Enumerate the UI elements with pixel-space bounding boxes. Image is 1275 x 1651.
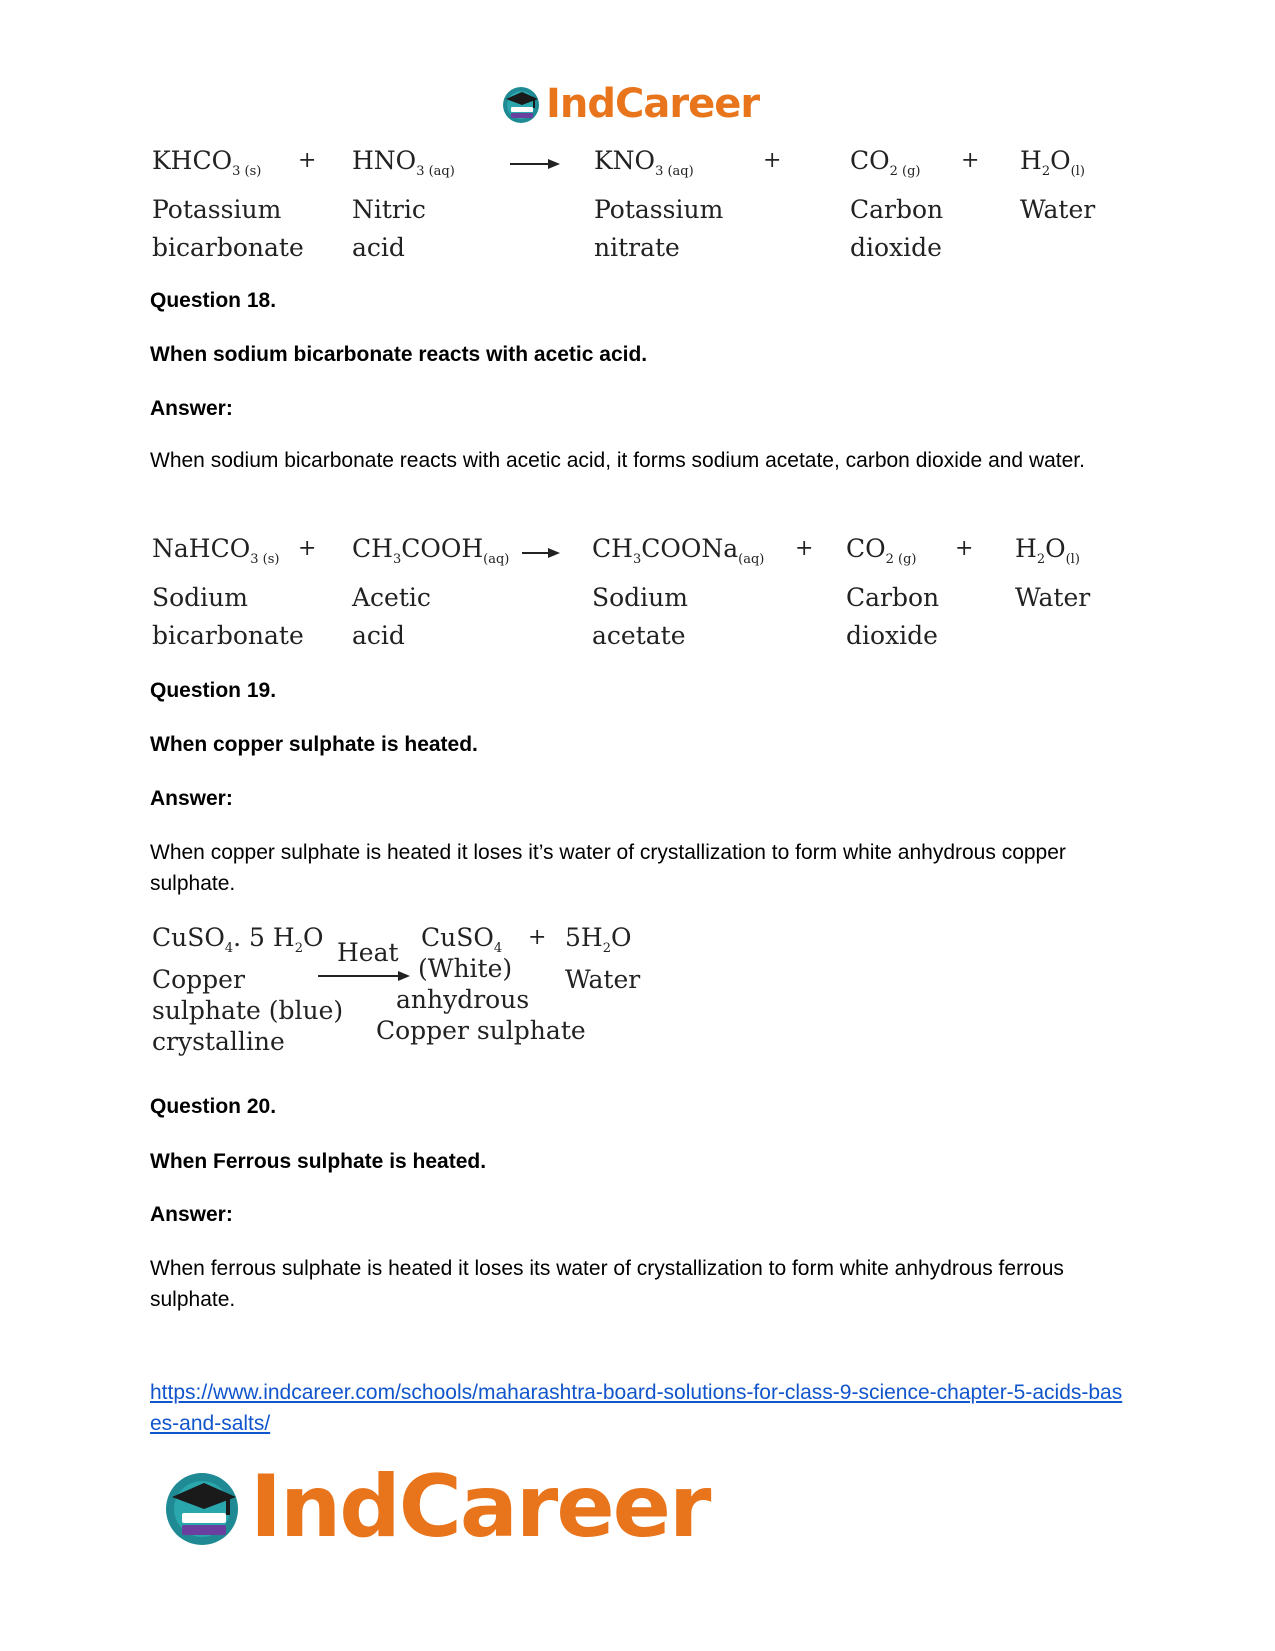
eq1-product3: $H_2O_{(l)}$ Water	[1020, 146, 1096, 224]
answer-19-label: Answer:	[150, 787, 233, 810]
arrow-head-icon	[548, 548, 560, 558]
answer-20-label: Answer:	[150, 1203, 233, 1226]
eq1-product2: $CO_{2 (g)}$ Carbon dioxide	[850, 146, 944, 262]
eq2-reactant2: $CH_3COOH_{(aq)}$ Acetic acid	[352, 534, 510, 650]
reaction-arrow	[510, 163, 550, 165]
plus-sign: +	[961, 148, 980, 173]
brand-name: IndCareer	[546, 81, 760, 127]
reaction-condition-heat: Heat	[337, 938, 399, 967]
eq3-product2: $5H_2O$ Water	[565, 923, 641, 994]
plus-sign: +	[795, 536, 814, 561]
arrow-head-icon	[548, 159, 560, 169]
eq3-reactant: CuSO$_4$. 5 $H_2O$ Copper sulphate (blue) crystalline	[152, 923, 344, 1056]
graduation-cap-book-icon	[500, 83, 542, 125]
brand-name: IndCareer	[250, 1457, 710, 1557]
arrow-head-icon	[398, 971, 410, 981]
header-logo	[500, 80, 759, 128]
source-link[interactable]: https://www.indcareer.com/schools/maharashtra-board-solutions-for-class-9-science-chapter-5-acids-bases-and-salts/	[150, 1381, 1123, 1435]
question-20-text: When Ferrous sulphate is heated.	[150, 1150, 487, 1173]
graduation-cap-book-icon	[160, 1465, 244, 1549]
plus-sign: +	[763, 148, 782, 173]
plus-sign: +	[298, 536, 317, 561]
eq3-product1-name: anhydrous	[396, 985, 530, 1014]
eq1-reactant1: $KHCO_{3 (s)}$ Potassium bicarbonate	[152, 146, 304, 262]
eq2-reactant1: NaHCO$_{3 (s)}$ Sodium bicarbonate	[152, 534, 304, 650]
eq1-reactant2: $HNO_{3 (aq)}$ Nitric acid	[352, 146, 455, 262]
eq2-product1: $CH_3COONa_{(aq)}$ Sodium acetate	[592, 534, 765, 650]
plus-sign: +	[528, 925, 547, 950]
answer-20-text: When ferrous sulphate is heated it loses its water of crystallization to form white anhydrous ferrous sulphate.	[150, 1257, 1064, 1311]
eq2-product3: $H_2O_{(l)}$ Water	[1015, 534, 1091, 612]
question-19-text: When copper sulphate is heated.	[150, 733, 478, 756]
answer-18-label: Answer:	[150, 397, 233, 420]
question-18-heading: Question 18.	[150, 289, 277, 312]
plus-sign: +	[955, 536, 974, 561]
plus-sign: +	[298, 148, 317, 173]
question-19-heading: Question 19.	[150, 679, 277, 702]
eq1-product1: $KNO_{3 (aq)}$ Potassium nitrate	[594, 146, 724, 262]
reaction-arrow	[522, 552, 550, 554]
answer-19-text: When copper sulphate is heated it loses it’s water of crystallization to form white anhydrous copper sulphate.	[150, 841, 1066, 895]
eq3-product1-name: (White)	[418, 954, 513, 983]
eq3-product1-name: Copper sulphate	[376, 1016, 586, 1045]
eq2-product2: $CO_{2 (g)}$ Carbon dioxide	[846, 534, 940, 650]
eq3-product1-formula: CuSO$_4$	[421, 923, 503, 956]
answer-18-text: When sodium bicarbonate reacts with acetic acid, it forms sodium acetate, carbon dioxide and water.	[150, 449, 1085, 472]
question-18-text: When sodium bicarbonate reacts with acetic acid.	[150, 343, 648, 366]
reaction-arrow	[318, 975, 400, 977]
question-20-heading: Question 20.	[150, 1095, 277, 1118]
footer-logo	[160, 1457, 710, 1557]
